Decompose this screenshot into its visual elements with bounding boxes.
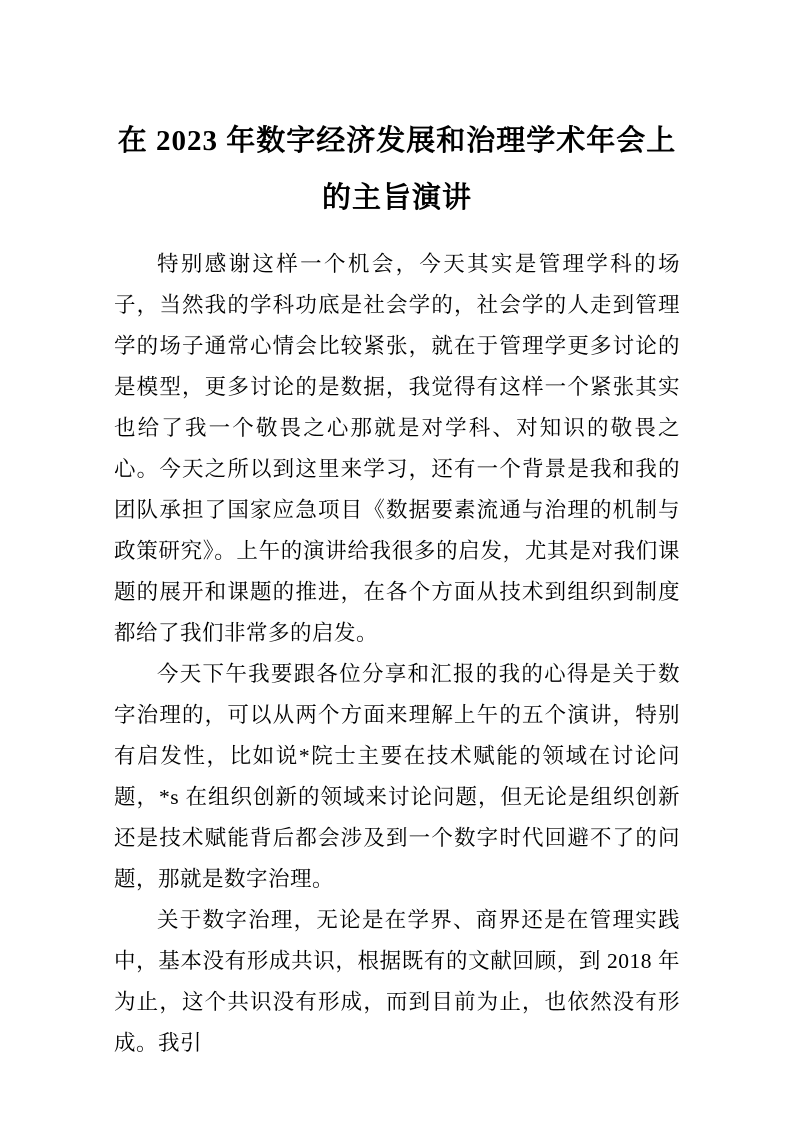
document-title: 在 2023 年数字经济发展和治理学术年会上的主旨演讲 bbox=[117, 125, 677, 214]
paragraph-3: 关于数字治理，无论是在学界、商界还是在管理实践中，基本没有形成共识，根据既有的文献回顾，到 2018 年为止，这个共识没有形成，而到目前为止，也依然没有形成。我引 bbox=[114, 908, 680, 1055]
paragraph-1: 特别感谢这样一个机会，今天其实是管理学科的场子，当然我的学科功底是社会学的，社会学的人走到管理学的场子通常心情会比较紧张，就在于管理学更多讨论的是模型，更多讨论的是数据，我觉得有这样一个紧张其实也给了我一个敬畏之心那就是对学科、对知识的敬畏之心。今天之所以到这里来学习，还有一个背景是我和我的团队承担了国家应急项目《数据要素流通与治理的机制与政策研究》。上午的演讲给我很多的启发，尤其是对我们课题的展开和课题的推进，在各个方面从技术到组织到制度都给了我们非常多的启发。 bbox=[114, 252, 680, 645]
paragraph-2: 今天下午我要跟各位分享和汇报的我的心得是关于数字治理的，可以从两个方面来理解上午的五个演讲，特别有启发性，比如说*院士主要在技术赋能的领域在讨论问题，*s 在组织创新的领域来讨论问题，但无论是组织创新还是技术赋能背后都会涉及到一个数字时代回避不了的问题，那就是数字治理。 bbox=[114, 662, 680, 891]
